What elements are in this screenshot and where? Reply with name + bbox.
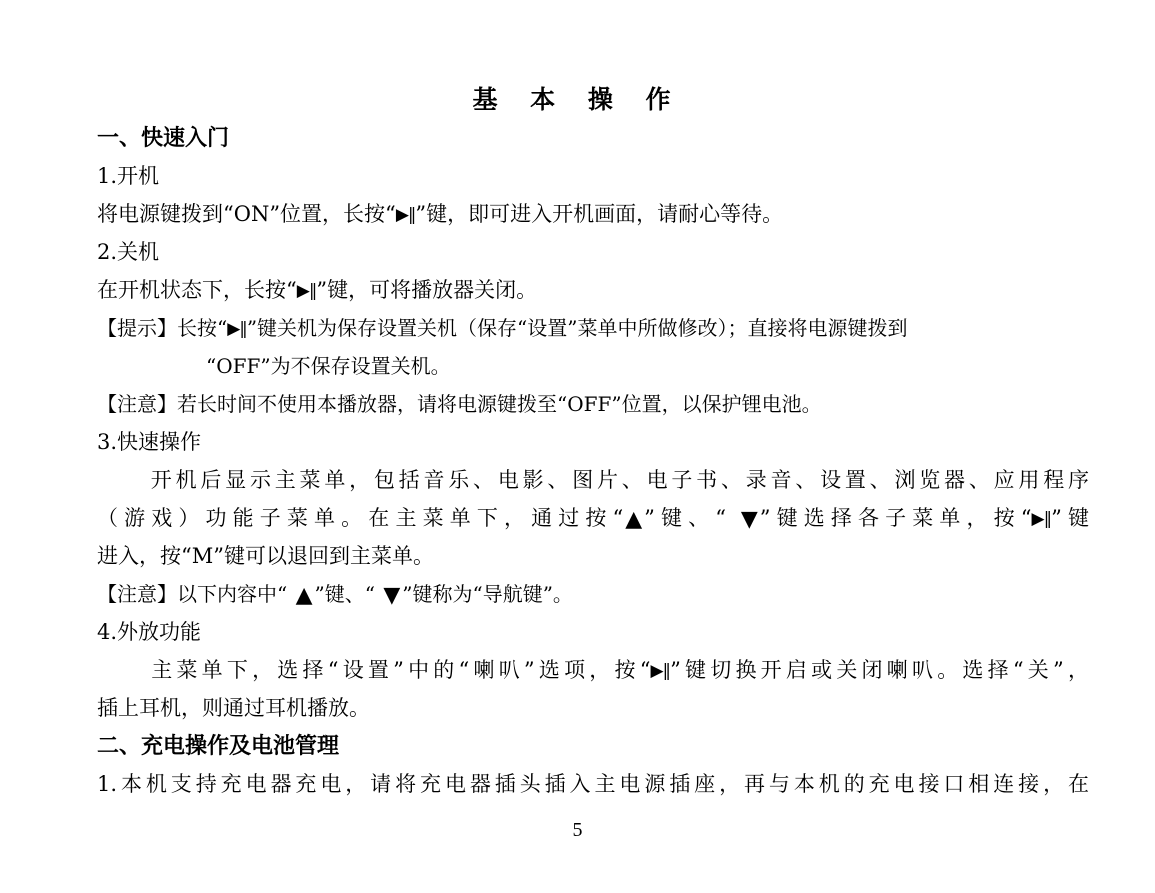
text-segment: （游戏）功能子菜单。在主菜单下，通过按“	[97, 506, 624, 530]
up-triangle-icon: ▲	[295, 582, 313, 608]
up-triangle-icon: ▲	[625, 506, 643, 532]
play-pause-icon: ▶‖	[1031, 509, 1052, 529]
text-segment: 开机后显示主菜单，包括音乐、电影、图片、电子书、录音、设置、浏览器、应用程序	[147, 468, 1089, 492]
paragraph-charging-line1: 1.本机支持充电器充电，请将充电器插头插入主电源插座，再与本机的充电接口相连接，在	[97, 772, 1089, 796]
warning-note-navigation	[97, 580, 573, 608]
paragraph-quick-operation-line2	[97, 504, 1089, 532]
warning-note-battery: 【注意】若长时间不使用本播放器，请将电源键拨至“OFF”位置，以保护锂电池。	[97, 392, 822, 416]
text-segment: ”键、“	[314, 582, 382, 606]
paragraph-power-on	[97, 200, 783, 228]
play-pause-icon: ▶‖	[227, 319, 247, 339]
subheading-power-on: 1.开机	[97, 164, 160, 188]
text-segment: ”键关机为保存设置关机（保存“设置”菜单中所做修改）；直接将电源键拨到	[246, 316, 908, 340]
paragraph-quick-operation-line1	[97, 466, 1089, 494]
paragraph-power-off	[97, 276, 537, 304]
text-segment: 在开机状态下，长按“	[97, 278, 297, 302]
play-pause-icon: ▶‖	[296, 281, 317, 301]
section-heading-charging: 二、充电操作及电池管理	[97, 733, 340, 759]
text-segment: ”键，可将播放器关闭。	[316, 278, 538, 302]
page-title: 基 本 操 作	[472, 85, 683, 114]
subheading-quick-operation: 3.快速操作	[97, 430, 202, 454]
text-segment: ”键称为“导航键”。	[402, 582, 573, 606]
text-segment: ”键选择各子菜单，按“	[759, 506, 1032, 530]
play-pause-icon: ▶‖	[650, 661, 671, 681]
down-triangle-icon: ▼	[383, 582, 401, 608]
tip-note-continuation: “OFF”为不保存设置关机。	[206, 354, 451, 378]
down-triangle-icon: ▼	[740, 506, 758, 532]
text-segment: ”键切换开启或关闭喇叭。选择“关”，	[670, 658, 1089, 682]
text-segment: ”键、“	[644, 506, 739, 530]
text-segment: 主菜单下，选择“设置”中的“喇叭”选项，按“	[147, 658, 651, 682]
text-segment: 将电源键拨到“ON”位置，长按“	[97, 202, 396, 226]
play-pause-icon: ▶‖	[395, 205, 416, 225]
subheading-power-off: 2.关机	[97, 240, 160, 264]
text-segment: ”键，即可进入开机画面，请耐心等待。	[415, 202, 784, 226]
section-heading-quick-start: 一、快速入门	[97, 125, 230, 151]
paragraph-speaker-line2: 插上耳机，则通过耳机播放。	[97, 696, 370, 720]
paragraph-quick-operation-line3: 进入，按“M”键可以退回到主菜单。	[97, 544, 434, 568]
text-segment: ”键	[1051, 506, 1089, 530]
tip-note	[97, 314, 908, 342]
paragraph-speaker-line1	[97, 656, 1089, 684]
page-number: 5	[572, 819, 583, 841]
subheading-speaker: 4.外放功能	[97, 620, 202, 644]
text-segment: 【提示】长按“	[97, 316, 228, 340]
text-segment: 【注意】以下内容中“	[97, 582, 294, 606]
